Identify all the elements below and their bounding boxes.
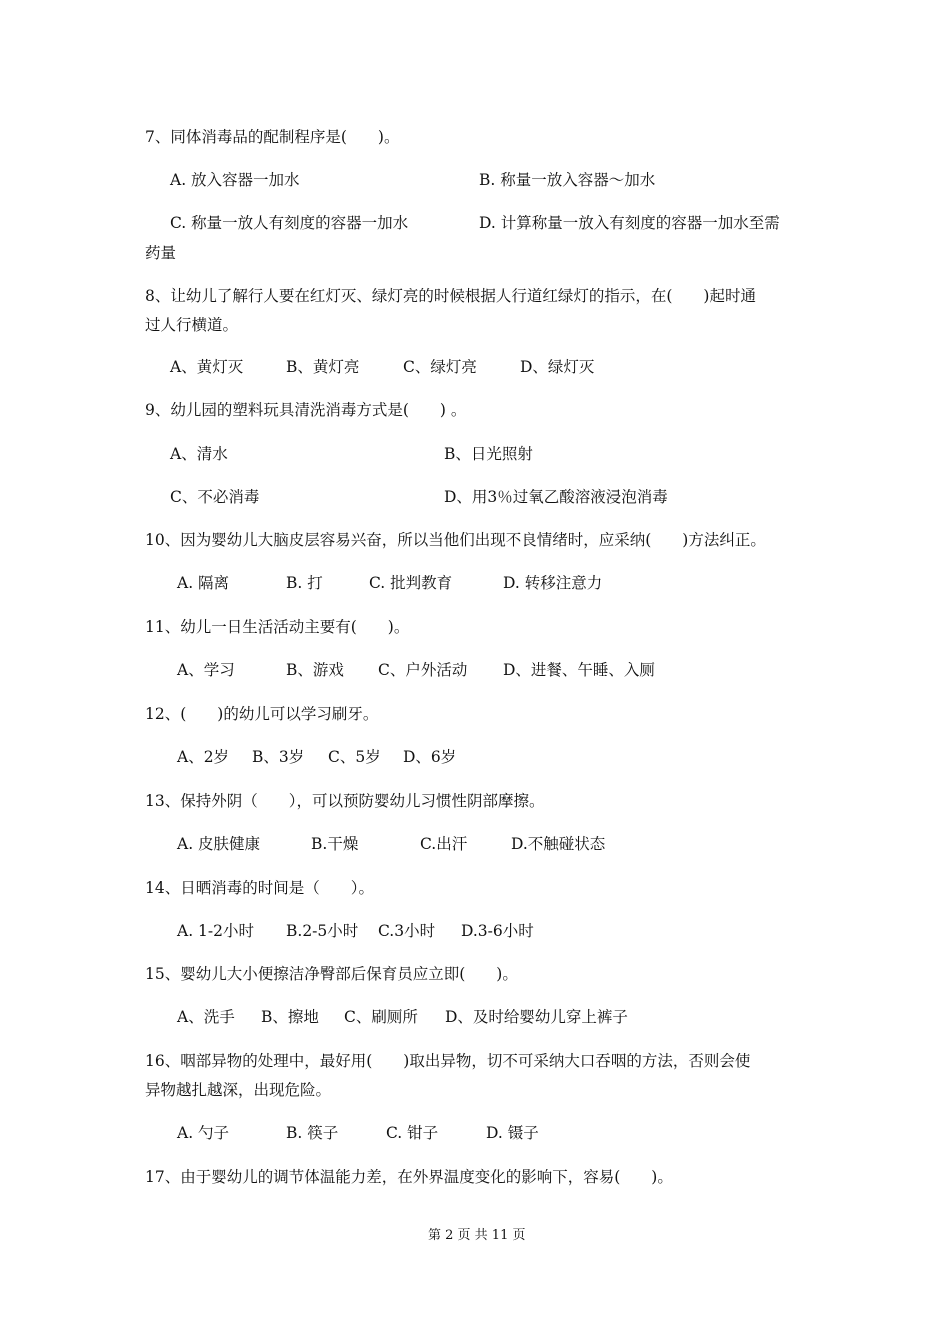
question-15-stem: 15、婴幼儿大小便擦洁净臀部后保育员应立即( )。 [145,965,518,983]
question-16-option-a: A. 勺子 [177,1124,230,1142]
question-14-stem: 14、日晒消毒的时间是（ ）。 [145,879,374,897]
question-10-option-b: B. 打 [286,574,323,592]
question-15-option-a: A、洗手 [177,1008,235,1026]
question-7-option-b: B. 称量一放入容器～加水 [479,171,656,189]
question-8-option-a: A、黄灯灭 [170,358,244,376]
question-9-stem: 9、幼儿园的塑料玩具清洗消毒方式是( ) 。 [145,401,467,419]
question-13-option-c: C.出汗 [420,835,468,853]
question-11-option-d: D、进餐、午睡、入厕 [503,661,655,679]
question-8-stem-line1: 8、让幼儿了解行人要在红灯灭、绿灯亮的时候根据人行道红绿灯的指示，在( )起时通 [145,287,756,305]
question-9-option-d: D、用3％过氧乙酸溶液浸泡消毒 [444,488,668,506]
question-16-option-c: C. 钳子 [386,1124,439,1142]
question-7-option-a: A. 放入容器一加水 [170,171,300,189]
question-11-stem: 11、幼儿一日生活活动主要有( )。 [145,618,410,636]
question-12-option-d: D、6岁 [403,748,457,766]
question-12-option-c: C、5岁 [328,748,381,766]
question-10-option-d: D. 转移注意力 [503,574,603,592]
question-14-option-c: C.3小时 [378,922,436,940]
question-8-option-b: B、黄灯亮 [286,358,360,376]
question-13-option-b: B.干燥 [311,835,359,853]
question-13-option-d: D.不触碰状态 [511,835,606,853]
question-15-option-c: C、刷厕所 [344,1008,418,1026]
question-12-option-b: B、3岁 [252,748,305,766]
question-13-stem: 13、保持外阴（ ），可以预防婴幼儿习惯性阴部摩擦。 [145,792,545,810]
question-12-stem: 12、( )的幼儿可以学习刷牙。 [145,705,379,723]
question-15-option-d: D、及时给婴幼儿穿上裤子 [445,1008,628,1026]
question-15-option-b: B、擦地 [261,1008,319,1026]
question-10-stem: 10、因为婴幼儿大脑皮层容易兴奋，所以当他们出现不良情绪时，应采纳( )方法纠正。 [145,531,766,549]
question-7-stem: 7、同体消毒品的配制程序是( )。 [145,128,400,146]
question-14-option-d: D.3-6小时 [461,922,534,940]
question-14-option-a: A. 1-2小时 [177,922,255,940]
question-9-option-b: B、日光照射 [444,445,533,463]
question-9-option-c: C、不必消毒 [170,488,260,506]
question-7-option-d: D. 计算称量一放入有刻度的容器一加水至需 [479,214,780,232]
question-11-option-c: C、户外活动 [378,661,468,679]
question-10-option-a: A. 隔离 [177,574,230,592]
question-14-option-b: B.2-5小时 [286,922,359,940]
question-9-option-a: A、清水 [170,445,228,463]
question-16-option-b: B. 筷子 [286,1124,339,1142]
question-7-option-continuation: 药量 [145,244,177,262]
question-13-option-a: A. 皮肤健康 [177,835,261,853]
question-8-stem-line2: 过人行横道。 [145,316,239,334]
question-8-option-c: C、绿灯亮 [403,358,477,376]
page-footer: 第 2 页 共 11 页 [428,1228,526,1243]
question-16-option-d: D. 镊子 [486,1124,539,1142]
question-12-option-a: A、2岁 [177,748,230,766]
question-10-option-c: C. 批判教育 [369,574,453,592]
question-16-stem-line1: 16、咽部异物的处理中，最好用( )取出异物，切不可采纳大口吞咽的方法，否则会使 [145,1052,751,1070]
question-17-stem: 17、由于婴幼儿的调节体温能力差，在外界温度变化的影响下，容易( )。 [145,1168,673,1186]
question-8-option-d: D、绿灯灭 [520,358,595,376]
question-16-stem-line2: 异物越扎越深，出现危险。 [145,1081,332,1099]
question-11-option-b: B、游戏 [286,661,344,679]
question-11-option-a: A、学习 [177,661,235,679]
question-7-option-c: C. 称量一放人有刻度的容器一加水 [170,214,409,232]
